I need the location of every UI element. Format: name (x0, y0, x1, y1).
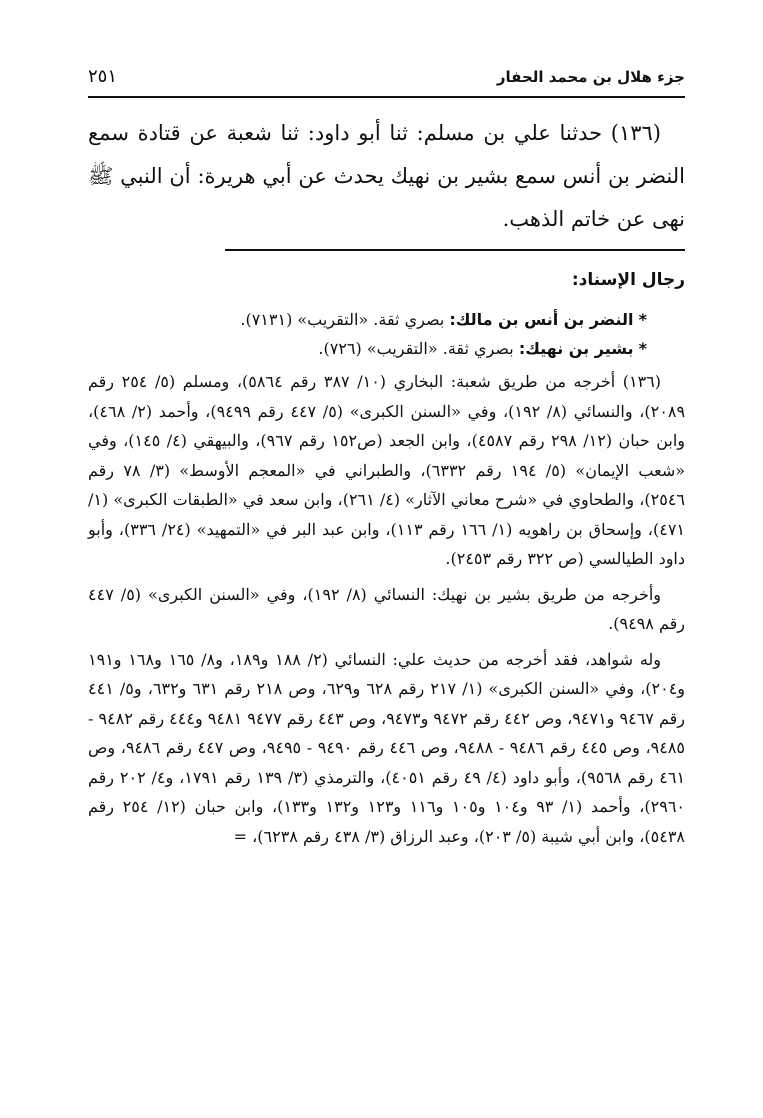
narrator-marker: * (638, 339, 647, 358)
narrator-detail: بصري ثقة. «التقريب» (٧١٣١). (240, 310, 445, 329)
narrator-name: النضر بن أنس بن مالك: (449, 310, 634, 329)
page-content (88, 112, 685, 857)
narrator-detail: بصري ثقة. «التقريب» (٧٢٦). (318, 339, 514, 358)
page-header (88, 62, 685, 98)
narrator-name: بشير بن نهيك: (518, 339, 634, 358)
running-title: جزء هلال بن محمد الحفار (496, 68, 685, 86)
hadith-divider (225, 249, 685, 251)
page-number: ٢٥١ (88, 66, 118, 87)
isnad-title: رجال الإسناد: (571, 270, 685, 290)
footnote-paragraph: وله شواهد، فقد أخرجه من حديث علي: النسائي (٢/ ١٨٨ و١٨٩، و٨/ ١٦٥ و١٦٨ و١٩١ و٢٠٤)، وفي «السنن الكبرى» (١/ ٢١٧ رقم ٦٢٨ و٦٢٩، وص ٢١٨ رقم ٦٣١ و٦٣٢، و٥/ ٤٤١ رقم ٩٤٦٧ و٩٤٧١، وص ٤٤٢ رقم ٩٤٧٢ و٩٤٧٣، وص ٤٤٣ رقم ٩٤٧٧ ٩٤٨١ و٤٤٤ رقم ٩٤٨٢ - ٩٤٨٥، وص ٤٤٥ رقم ٩٤٨٦ - ٩٤٨٨، وص ٤٤٦ رقم ٩٤٩٠ - ٩٤٩٥، وص ٤٤٧ رقم ٩٤٨٦، وص ٤٦١ رقم ٩٥٦٨)، وأبو داود (٤/ ٤٩ رقم ٤٠٥١)، والترمذي (٣/ ١٣٩ رقم ١٧٩١، و٤/ ٢٠٢ رقم ٢٩٦٠)، وأحمد (١/ ٩٣ و١٠٤ و١٠٥ و١١٦ و١٢٣ و١٣٢ و١٣٣)، وابن حبان (١٢/ ٢٥٤ رقم ٥٤٣٨)، وابن أبي شيبة (٥/ ٢٠٣)، وعبد الرزاق (٣/ ٤٣٨ رقم ٦٢٣٨)، = (88, 649, 686, 846)
narrator-entry (88, 334, 685, 363)
footnote-paragraph: وأخرجه من طريق بشير بن نهيك: النسائي (٨/ ١٩٢)، وفي «السنن الكبرى» (٥/ ٤٤٧ رقم ٩٤٩٨). (88, 584, 685, 633)
footnote-paragraph: (١٣٦) أخرجه من طريق شعبة: البخاري (١٠/ ٣٨٧ رقم ٥٨٦٤)، ومسلم (٥/ ٢٥٤ رقم ٢٠٨٩)، والنسائي (٨/ ١٩٢)، وفي «السنن الكبرى» (٥/ ٤٤٧ رقم ٩٤٩٩)، وأحمد (٢/ ٤٦٨)، وابن حبان (١٢/ ٢٩٨ رقم ٤٥٨٧)، وابن الجعد (ص١٥٢ رقم ٩٦٧)، والبيهقي (٤/ ١٤٥)، وفي «شعب الإيمان» (٥/ ١٩٤ رقم ٦٣٣٢)، والطبراني في «المعجم الأوسط» (٣/ ٧٨ رقم ٢٥٤٦)، والطحاوي في «شرح معاني الآثار» (٤/ ٢٦١)، وابن سعد في «الطبقات الكبرى» (١/ ٤٧١)، وإسحاق بن راهويه (١/ ١٦٦ رقم ١١٣)، وابن عبد البر في «التمهيد» (٢٤/ ٣٣٦)، وأبو داود الطيالسي (ص ٣٢٢ رقم ٢٤٥٣). (88, 372, 686, 568)
narrator-marker: * (638, 310, 647, 329)
hadith-text: (١٣٦) حدثنا علي بن مسلم: ثنا أبو داود: ثنا شعبة عن قتادة سمع النضر بن أنس سمع بشير بن نهيك يحدث عن أبي هريرة: أن النبي ﷺ نهى عن خاتم الذهب. (88, 121, 685, 231)
narrator-entry (88, 305, 685, 334)
